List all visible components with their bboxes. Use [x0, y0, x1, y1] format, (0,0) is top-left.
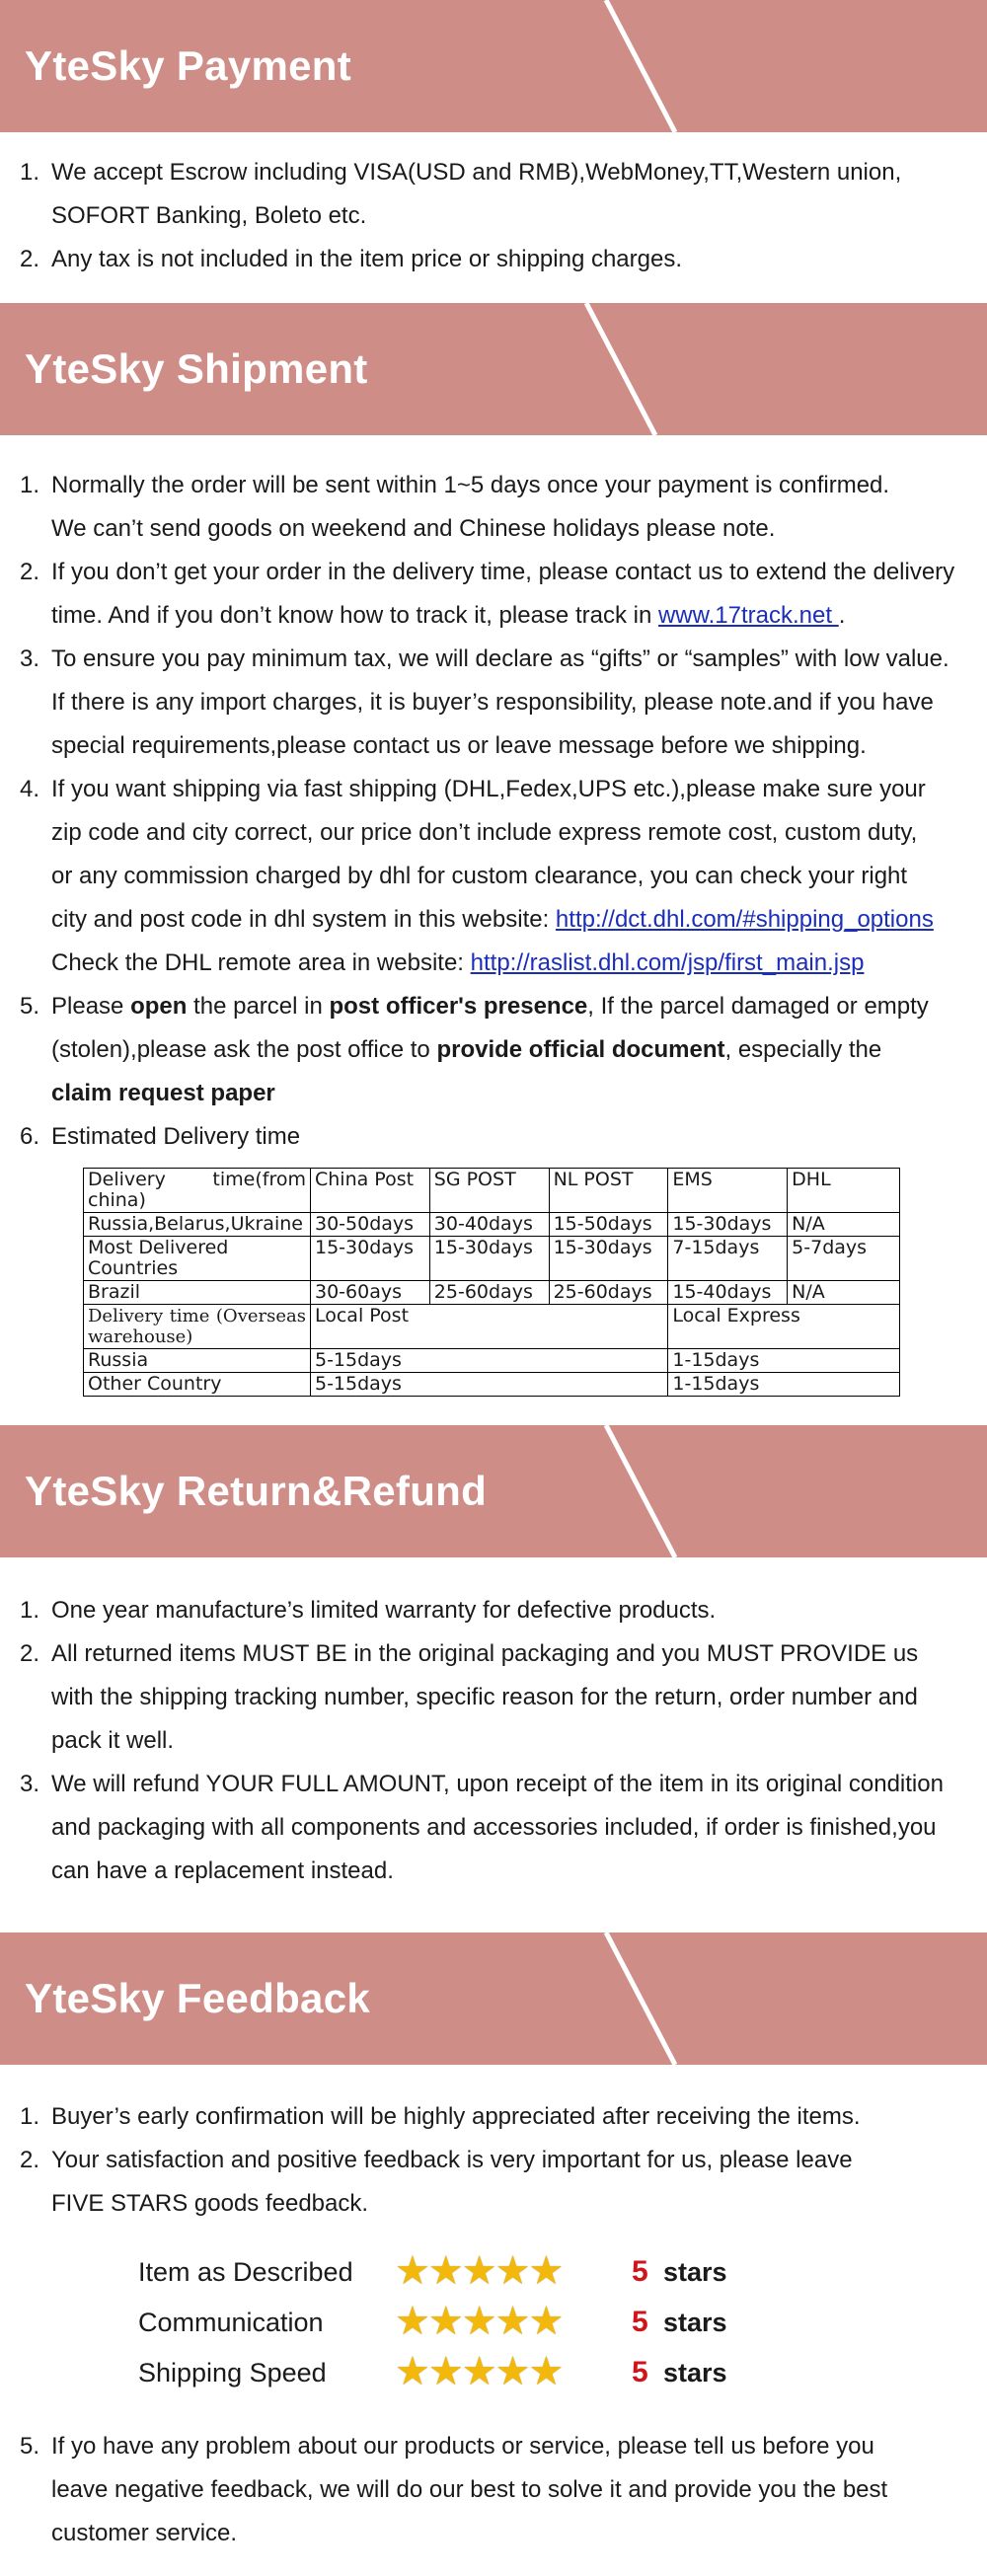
- list-item: 6. Estimated Delivery time: [20, 1123, 301, 1150]
- feedback-section: [0, 2095, 987, 2226]
- refund-section: [0, 1589, 987, 1893]
- shipment-section: [0, 464, 987, 1159]
- table-cell: 30-50days: [310, 1213, 429, 1237]
- table-row: [84, 1373, 900, 1397]
- list-item: 1. Buyer’s early confirmation will be highly appreciated after receiving the items.: [20, 2103, 861, 2130]
- table-cell: 5-15days: [310, 1349, 667, 1373]
- table-cell: 15-30days: [668, 1213, 788, 1237]
- rating-value: 5: [632, 2356, 648, 2388]
- list-item: 4. If you want shipping via fast shipping (DHL,Fedex,UPS etc.),please make sure your zip code and city correct, our price don’t include express remote cost, custom duty, or any commission charged by dhl for custom clearance, you can check your right city and post code in dhl system in this website: http://dct.dhl.com/#shipping_options Check the DHL remote area in website: http://raslist.dhl.com/jsp/first_main.jsp: [20, 776, 934, 976]
- table-cell: 30-60ays: [310, 1281, 429, 1305]
- table-header-cell: Local Express: [668, 1305, 900, 1349]
- rating-value: 5: [632, 2255, 648, 2288]
- star-rating-icon: ★★★★★: [395, 2300, 563, 2343]
- list-item: 5. If yo have any problem about our products or service, please tell us before you leave negative feedback, we will do our best to solve it and provide you the best customer service.: [20, 2433, 888, 2546]
- list-item: 2. Any tax is not included in the item price or shipping charges.: [20, 246, 683, 272]
- table-header-cell: Delivery time (Overseas warehouse): [84, 1305, 311, 1349]
- table-cell: 15-30days: [429, 1237, 549, 1281]
- table-header-cell: NL POST: [549, 1169, 668, 1213]
- table-cell: Other Country: [84, 1373, 311, 1397]
- feedback-title: YteSky Feedback: [25, 1975, 371, 2021]
- list-item: 2. Your satisfaction and positive feedback is very important for us, please leave FIVE STARS goods feedback.: [20, 2147, 853, 2217]
- rating-unit: stars: [663, 2257, 727, 2287]
- table-header-cell: Delivery time(from china): [84, 1169, 311, 1213]
- banner-slash-decoration: [0, 0, 987, 132]
- payment-banner: [0, 0, 987, 132]
- rating-label: Shipping Speed: [138, 2358, 327, 2387]
- rating-unit: stars: [663, 2308, 727, 2337]
- rating-unit: stars: [663, 2358, 727, 2387]
- table-row: [84, 1349, 900, 1373]
- refund-title: YteSky Return&Refund: [25, 1468, 488, 1514]
- table-header-cell: SG POST: [429, 1169, 549, 1213]
- table-row: [84, 1213, 900, 1237]
- table-cell: N/A: [788, 1281, 900, 1305]
- shipment-banner: [0, 303, 987, 435]
- table-cell: 30-40days: [429, 1213, 549, 1237]
- table-cell: 5-15days: [310, 1373, 667, 1397]
- table-cell: 1-15days: [668, 1373, 900, 1397]
- banner-slash-decoration: [0, 1425, 987, 1557]
- feedback-banner: [0, 1932, 987, 2065]
- list-item: 2. If you don’t get your order in the delivery time, please contact us to extend the delivery time. And if you don’t know how to track it, please track in www.17track.net .: [20, 559, 955, 629]
- banner-slash-decoration: [0, 303, 987, 435]
- table-cell: 1-15days: [668, 1349, 900, 1373]
- rating-row-item-as-described: [0, 2249, 987, 2295]
- star-rating-icon: ★★★★★: [395, 2249, 563, 2293]
- table-header-cell: DHL: [788, 1169, 900, 1213]
- table-cell: 25-60days: [549, 1281, 668, 1305]
- track-link[interactable]: www.17track.net: [657, 602, 839, 629]
- payment-title: YteSky Payment: [25, 42, 352, 89]
- dhl-shipping-options-link[interactable]: http://dct.dhl.com/#shipping_options: [555, 906, 934, 933]
- feedback-section-contact: [0, 2425, 987, 2555]
- rating-label: Communication: [138, 2308, 324, 2337]
- table-header-row: [84, 1305, 900, 1349]
- table-header-row: [84, 1169, 900, 1213]
- shipment-title: YteSky Shipment: [25, 345, 368, 392]
- table-header-cell: EMS: [668, 1169, 788, 1213]
- table-header-cell: China Post: [310, 1169, 429, 1213]
- table-cell: 7-15days: [668, 1237, 788, 1281]
- banner-slash-decoration: [0, 1932, 987, 2065]
- table-cell: 15-30days: [549, 1237, 668, 1281]
- rating-row-shipping-speed: [0, 2350, 987, 2395]
- list-item: 3. To ensure you pay minimum tax, we will declare as “gifts” or “samples” with low value. If there is any import charges, it is buyer’s responsibility, please note.and if you have special requirements,please contact us or leave message before we shipping.: [20, 645, 949, 759]
- list-item: 1. Normally the order will be sent within 1~5 days once your payment is confirmed. We can’t send goods on weekend and Chinese holidays please note.: [20, 472, 890, 542]
- dhl-remote-area-link[interactable]: http://raslist.dhl.com/jsp/first_main.jsp: [470, 949, 865, 976]
- list-item: 1. One year manufacture’s limited warranty for defective products.: [20, 1597, 717, 1624]
- table-cell: Most Delivered Countries: [84, 1237, 311, 1281]
- list-item: 5. Please open the parcel in post officer's presence, If the parcel damaged or empty (stolen),please ask the post office to provide official document, especially the claim request paper: [20, 993, 929, 1106]
- table-cell: 5-7days: [788, 1237, 900, 1281]
- table-cell: Russia,Belarus,Ukraine: [84, 1213, 311, 1237]
- delivery-time-table: [83, 1168, 900, 1397]
- table-cell: N/A: [788, 1213, 900, 1237]
- list-item: 3. We will refund YOUR FULL AMOUNT, upon receipt of the item in its original condition and packaging with all components and accessories included, if order is finished,you can have a replacement instead.: [20, 1771, 944, 1884]
- rating-label: Item as Described: [138, 2257, 353, 2287]
- table-row: [84, 1281, 900, 1305]
- table-cell: Brazil: [84, 1281, 311, 1305]
- table-row: [84, 1237, 900, 1281]
- list-item: 2. All returned items MUST BE in the original packaging and you MUST PROVIDE us with the shipping tracking number, specific reason for the return, order number and pack it well.: [20, 1640, 919, 1754]
- table-cell: 15-50days: [549, 1213, 668, 1237]
- rating-value: 5: [632, 2306, 648, 2338]
- table-header-cell: Local Post: [310, 1305, 667, 1349]
- refund-banner: [0, 1425, 987, 1557]
- table-cell: Russia: [84, 1349, 311, 1373]
- list-item: 1. We accept Escrow including VISA(USD and RMB),WebMoney,TT,Western union, SOFORT Banking, Boleto etc.: [20, 159, 902, 229]
- payment-section: [0, 151, 987, 281]
- table-cell: 25-60days: [429, 1281, 549, 1305]
- rating-row-communication: [0, 2300, 987, 2345]
- table-cell: 15-40days: [668, 1281, 788, 1305]
- star-rating-icon: ★★★★★: [395, 2350, 563, 2393]
- table-cell: 15-30days: [310, 1237, 429, 1281]
